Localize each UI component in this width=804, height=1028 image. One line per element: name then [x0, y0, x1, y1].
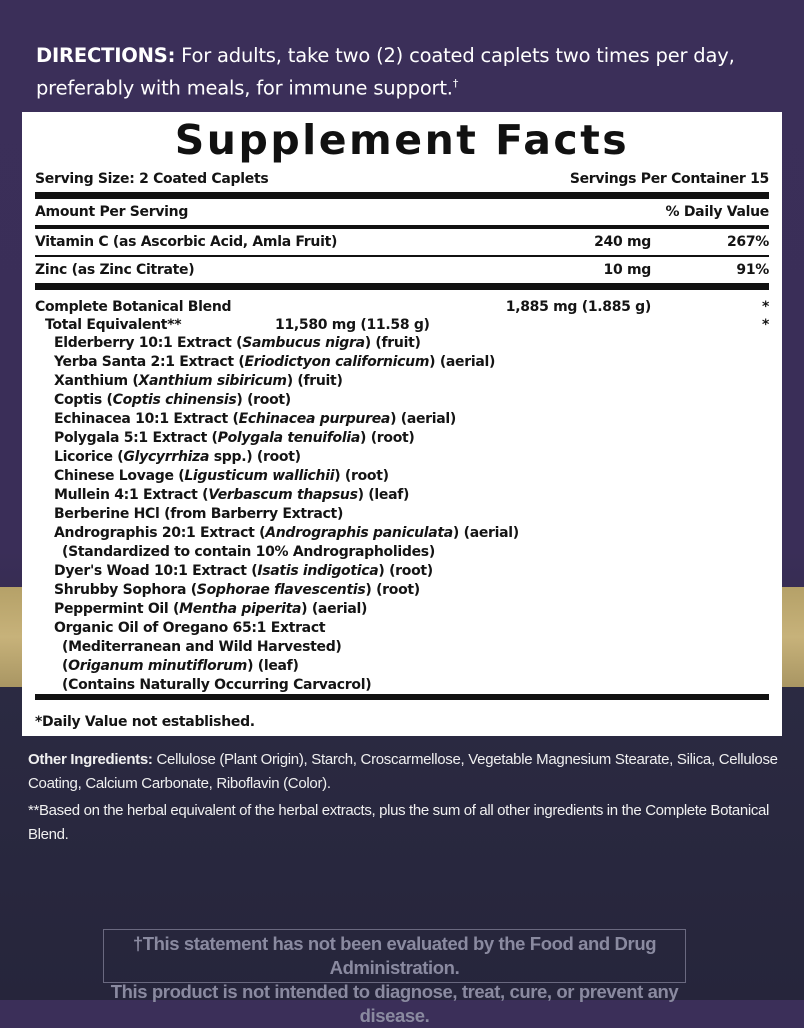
other-ingredients-text: Cellulose (Plant Origin), Starch, Croscarmellose, Vegetable Magnesium Stearate, Silica, Cellulose Coating, Calcium Carbonate, Riboflavin (Color). — [28, 751, 778, 792]
herb-text: (Mediterranean and Wild Harvested) — [62, 638, 342, 655]
herb-part: ) (aerial) — [301, 600, 368, 617]
blend-dv: * — [761, 298, 769, 315]
herb-latin-name: Origanum minutiflorum — [68, 657, 248, 674]
herb-text: Andrographis 20:1 Extract ( — [54, 524, 266, 541]
serving-row — [35, 166, 769, 192]
amount-header-row — [35, 199, 769, 225]
herb-text: Chinese Lovage ( — [54, 467, 185, 484]
herb-text: (Contains Naturally Occurring Carvacrol) — [62, 676, 372, 693]
other-ingredients — [28, 748, 784, 796]
herb-part: spp.) (root) — [209, 448, 301, 465]
herb-part: ) (root) — [334, 467, 389, 484]
herb-latin-name: Mentha piperita — [179, 600, 302, 617]
directions-dagger: † — [452, 77, 459, 90]
fda-disclaimer-box — [103, 929, 686, 1026]
herb-part: ) (fruit) — [364, 334, 421, 351]
amount-header: Amount Per Serving — [35, 204, 189, 220]
fda-line-2: This product is not intended to diagnose, treat, cure, or prevent any disease. — [110, 981, 679, 1026]
herb-text: (Standardized to contain 10% Andrographolides) — [62, 543, 435, 560]
herb-latin-name: Glycyrrhiza — [123, 448, 210, 465]
nutrient-name: Zinc (as Zinc Citrate) — [35, 261, 195, 278]
herb-text: Shrubby Sophora ( — [54, 581, 197, 598]
herb-text: Coptis ( — [54, 391, 113, 408]
herb-item — [35, 600, 769, 619]
herb-latin-name: Andrographis paniculata — [265, 524, 453, 541]
herb-text: Xanthium ( — [54, 372, 139, 389]
herb-item — [35, 619, 769, 638]
herb-list — [35, 334, 769, 695]
herb-part: ) (leaf) — [247, 657, 299, 674]
herb-latin-name: Sambucus nigra — [242, 334, 365, 351]
herbal-equivalent-note: **Based on the herbal equivalent of the herbal extracts, plus the sum of all other ingredients in the Complete Botanical Blend. — [28, 802, 769, 843]
herb-text: Organic Oil of Oregano 65:1 Extract — [54, 619, 326, 636]
herb-item — [35, 581, 769, 600]
directions — [36, 42, 776, 103]
directions-text: For adults, take two (2) coated caplets two times per day, preferably with meals, for immune support. — [36, 44, 735, 100]
nutrient-row — [35, 229, 769, 255]
herb-latin-name: Isatis indigotica — [257, 562, 379, 579]
herb-item — [35, 467, 769, 486]
herb-text: Licorice ( — [54, 448, 124, 465]
herb-part: ) (aerial) — [390, 410, 457, 427]
rule-thick — [35, 192, 769, 199]
herb-text: Echinacea 10:1 Extract ( — [54, 410, 239, 427]
herb-latin-name: Eriodictyon californicum — [244, 353, 430, 370]
total-equivalent-amount: 11,580 mg (11.58 g) — [275, 316, 430, 333]
herb-text: Mullein 4:1 Extract ( — [54, 486, 209, 503]
rule-thick — [35, 283, 769, 290]
directions-label: DIRECTIONS: — [36, 44, 176, 67]
other-ingredients-label: Other Ingredients: — [28, 751, 153, 768]
serving-size: Serving Size: 2 Coated Caplets — [35, 171, 269, 187]
blend-amount: 1,885 mg (1.885 g) — [505, 298, 651, 315]
herb-text: Polygala 5:1 Extract ( — [54, 429, 218, 446]
herb-text: Berberine HCl (from Barberry Extract) — [54, 505, 344, 522]
herb-part: ) (fruit) — [286, 372, 343, 389]
blend-row — [35, 298, 769, 316]
daily-value-footnote: *Daily Value not established. — [35, 714, 255, 730]
herb-item — [35, 638, 769, 657]
nutrient-name: Vitamin C (as Ascorbic Acid, Amla Fruit) — [35, 234, 338, 250]
herb-text: Elderberry 10:1 Extract ( — [54, 334, 243, 351]
herb-item — [35, 391, 769, 410]
total-equivalent-label: Total Equivalent** — [45, 316, 182, 333]
herb-item — [35, 676, 769, 695]
herb-part: ) (root) — [365, 581, 420, 598]
nutrient-amount: 240 mg — [594, 234, 651, 250]
herb-part: ) (root) — [236, 391, 291, 408]
herb-item — [35, 543, 769, 562]
herb-part: ) (aerial) — [452, 524, 519, 541]
herb-latin-name: Coptis chinensis — [112, 391, 237, 408]
servings-per-container: Servings Per Container 15 — [569, 171, 769, 187]
herb-item — [35, 372, 769, 391]
herb-item — [35, 353, 769, 372]
nutrient-dv: 267% — [726, 234, 769, 250]
dv-header: % Daily Value — [665, 204, 769, 220]
herb-item — [35, 334, 769, 353]
rule-bottom — [35, 694, 769, 700]
herb-text: Peppermint Oil ( — [54, 600, 180, 617]
herb-part: ) (root) — [378, 562, 433, 579]
herb-item — [35, 505, 769, 524]
nutrient-amount: 10 mg — [603, 261, 651, 278]
herb-part: ) (root) — [360, 429, 415, 446]
herb-text: Dyer's Woad 10:1 Extract ( — [54, 562, 258, 579]
supplement-facts-panel — [22, 112, 782, 736]
fda-line-1: †This statement has not been evaluated by the Food and Drug Administration. — [132, 933, 657, 978]
herb-latin-name: Polygala tenuifolia — [217, 429, 361, 446]
herb-item — [35, 562, 769, 581]
herb-part: ) (aerial) — [429, 353, 496, 370]
herb-latin-name: Ligusticum wallichii — [184, 467, 335, 484]
facts-title: Supplement Facts — [174, 116, 630, 164]
herb-text: Yerba Santa 2:1 Extract ( — [54, 353, 245, 370]
total-equivalent-dv: * — [761, 316, 769, 333]
herb-item — [35, 486, 769, 505]
herb-text: ( — [62, 657, 69, 674]
nutrient-row — [35, 257, 769, 283]
herb-item — [35, 410, 769, 429]
total-equivalent-row — [35, 316, 769, 334]
herb-latin-name: Echinacea purpurea — [238, 410, 391, 427]
herb-latin-name: Xanthium sibiricum — [138, 372, 287, 389]
blend-name: Complete Botanical Blend — [35, 298, 232, 315]
herb-part: ) (leaf) — [357, 486, 410, 503]
herb-item — [35, 448, 769, 467]
herb-item — [35, 429, 769, 448]
herb-latin-name: Sophorae flavescentis — [196, 581, 366, 598]
herb-item — [35, 524, 769, 543]
nutrient-dv: 91% — [736, 261, 769, 278]
herb-latin-name: Verbascum thapsus — [208, 486, 358, 503]
herb-item — [35, 657, 769, 676]
botanical-blend — [35, 298, 769, 695]
